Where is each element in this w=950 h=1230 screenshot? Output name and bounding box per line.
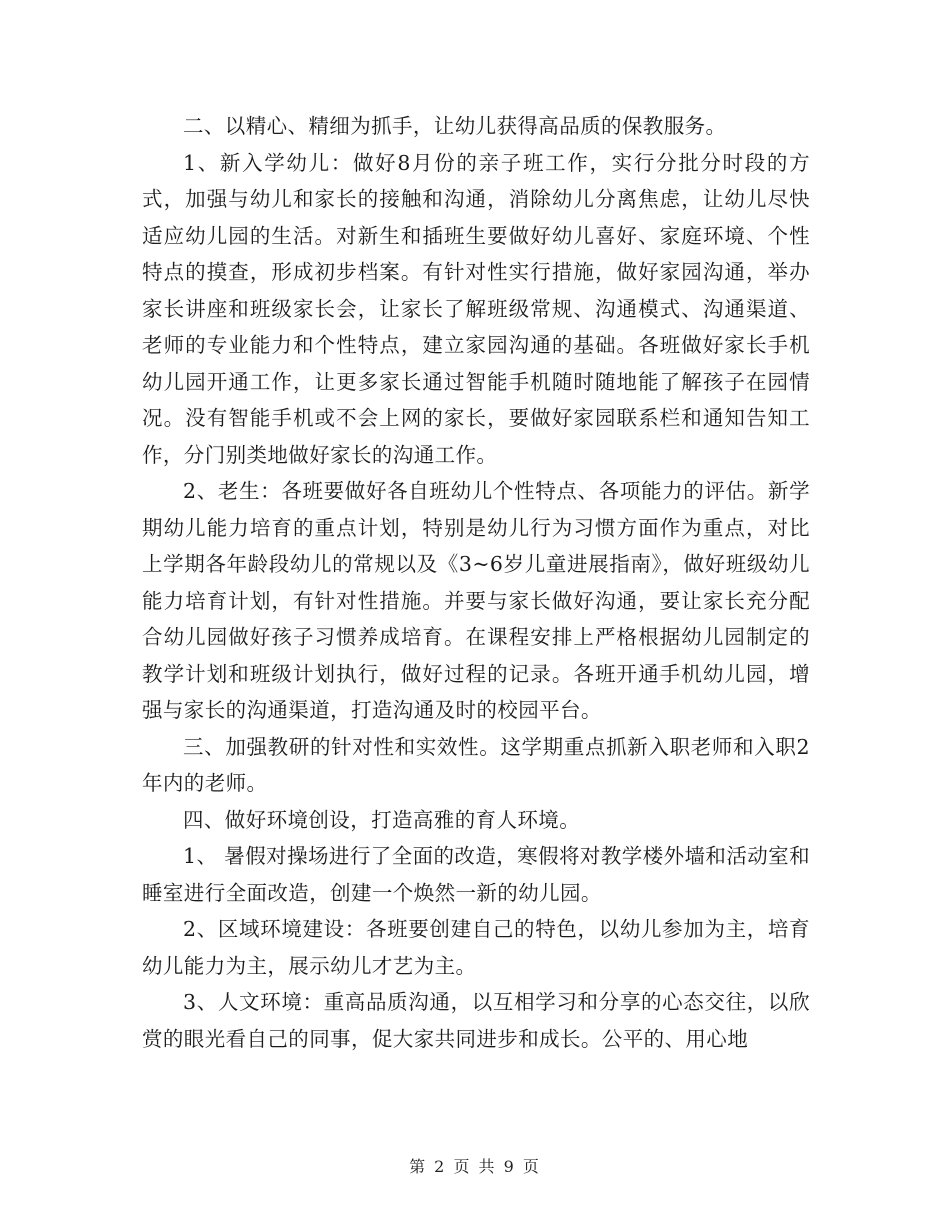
paragraph-renovation: 1、 暑假对操场进行了全面的改造，寒假将对教学楼外墙和活动室和睡室进行全面改造，创建一个焕然一新的幼儿园。 <box>142 844 810 905</box>
paragraph-new-students: 1、新入学幼儿：做好8月份的亲子班工作，实行分批分时段的方式，加强与幼儿和家长的接触和沟通，消除幼儿分离焦虑，让幼儿尽快适应幼儿园的生活。对新生和插班生要做好幼儿喜好、家庭环境、个性特点的摸查，形成初步档案。有针对性实行措施，做好家园沟通，举办家长讲座和班级家长会，让家长了解班级常规、沟通模式、沟通渠道、老师的专业能力和个性特点，建立家园沟通的基础。各班做好家长手机幼儿园开通工作，让更多家长通过智能手机随时随地能了解孩子在园情况。没有智能手机或不会上网的家长，要做好家园联系栏和通知告知工作，分门别类地做好家长的沟通工作。 <box>142 150 810 467</box>
page-number-footer: 第 2 页 共 9 页 <box>409 1157 541 1176</box>
paragraph-humanistic-environment: 3、人文环境：重高品质沟通，以互相学习和分享的心态交往，以欣赏的眼光看自己的同事，促大家共同进步和成长。公平的、用心地 <box>142 990 810 1051</box>
paragraph-section-three-heading: 三、加强教研的针对性和实效性。这学期重点抓新入职老师和入职2年内的老师。 <box>142 734 810 795</box>
paragraph-area-environment: 2、区域环境建设：各班要创建自己的特色，以幼儿参加为主，培育幼儿能力为主，展示幼儿才艺为主。 <box>142 917 810 978</box>
paragraph-section-four-heading: 四、做好环境创设，打造高雅的育人环境。 <box>183 807 581 832</box>
document-body <box>142 108 810 1057</box>
paragraph-section-two-heading: 二、以精心、精细为抓手，让幼儿获得高品质的保教服务。 <box>183 114 727 138</box>
paragraph-returning-students: 2、老生：各班要做好各自班幼儿个性特点、各项能力的评估。新学期幼儿能力培育的重点计划，特别是幼儿行为习惯方面作为重点，对比上学期各年龄段幼儿的常规以及《3~6岁儿童进展指南》，做好班级幼儿能力培育计划，有针对性措施。并要与家长做好沟通，要让家长充分配合幼儿园做好孩子习惯养成培育。在课程安排上严格根据幼儿园制定的教学计划和班级计划执行，做好过程的记录。各班开通手机幼儿园，增强与家长的沟通渠道，打造沟通及时的校园平台。 <box>142 479 810 722</box>
